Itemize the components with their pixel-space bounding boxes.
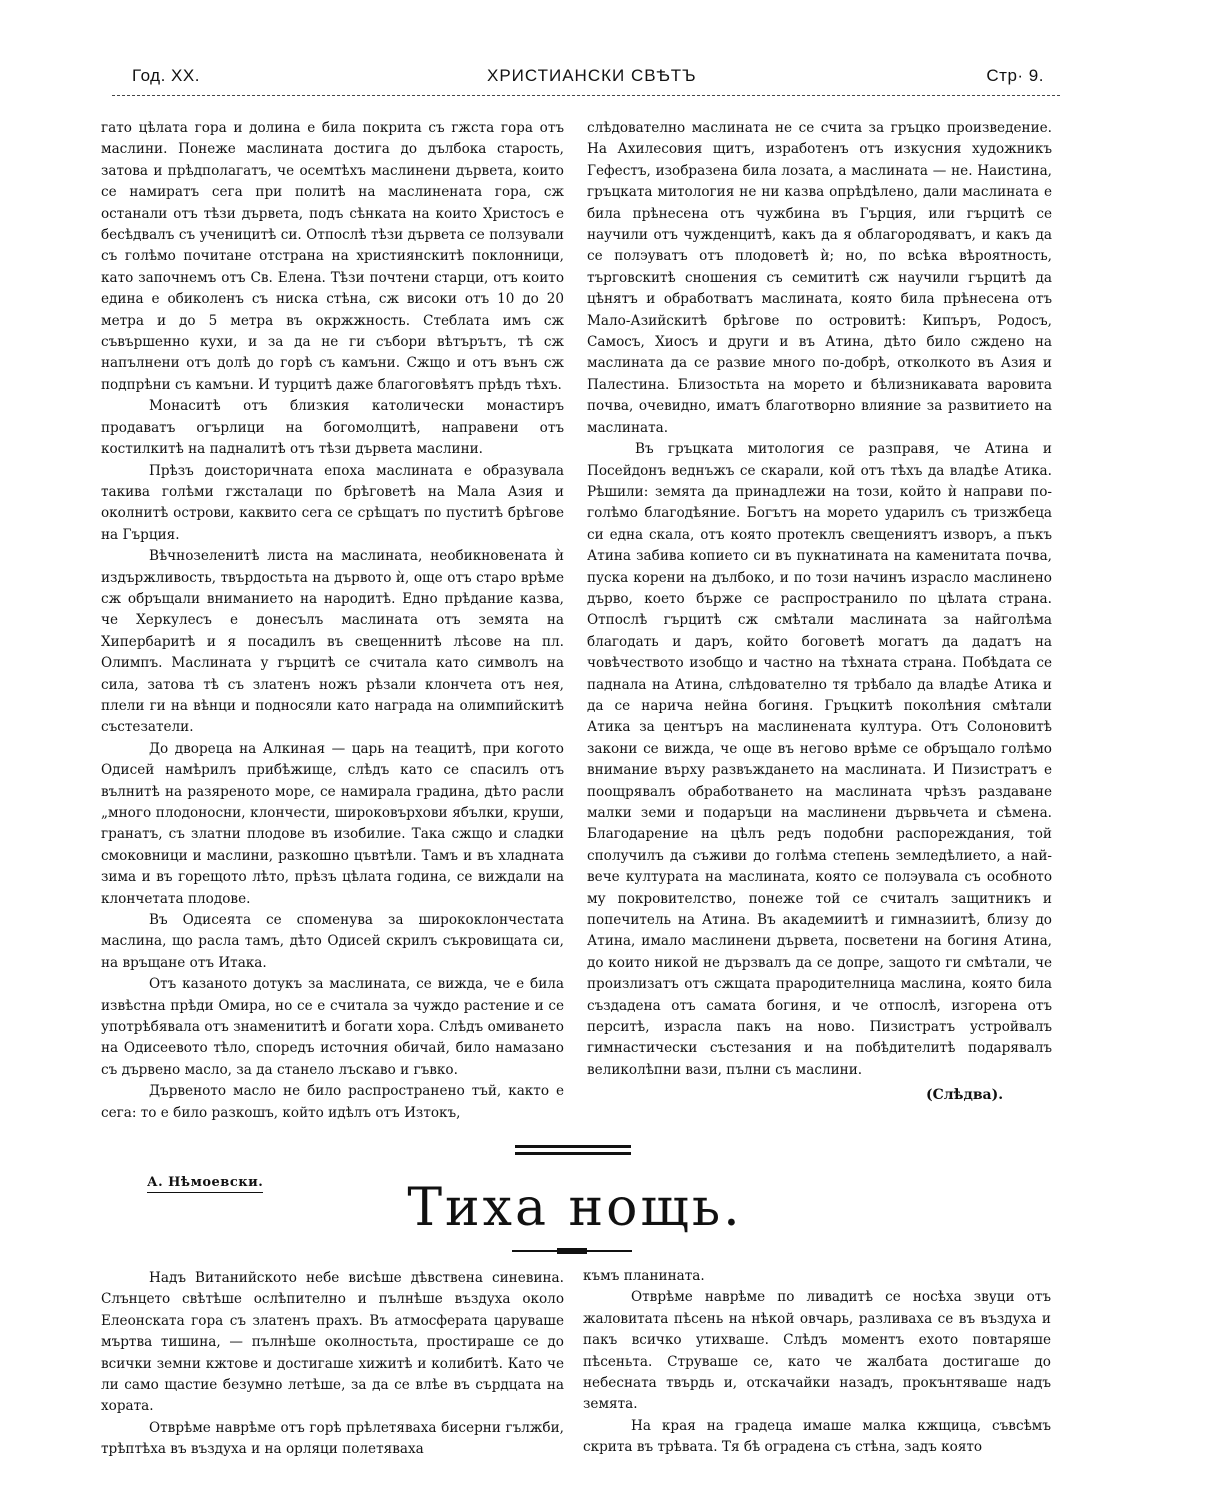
article1-right-column (587, 118, 1052, 1081)
paragraph: До двореца на Алкиная — царь на теацитѣ, при когото Одисей намѣрилъ прибѣжище, слѣдъ като се спасилъ отъ вълнитѣ на разяреното море, се намирала градина, дѣто расли „много плодоносни, клончести, широковърхови ябълки, круши, гранатъ, съ златни плодове въ изобилие. Така сжщо и сладки смоковници и маслини, разкошно цъвтѣли. Тамъ и въ хладната зима и въ горещото лѣто, прѣзъ цѣлата година, се виждали на клончетата плодове. (101, 740, 564, 907)
article1-left-column (101, 118, 564, 1124)
journal-title: ХРИСТИАНСКИ СВѢТЪ (487, 66, 697, 85)
paragraph: Прѣзъ доисторичната епоха маслината е образувала такива голѣми гжсталаци по брѣговетѣ на Мала Азия и околнитѣ острови, каквито сега се срѣщатъ по пуститѣ брѣгове на Гърция. (101, 462, 564, 543)
author-name: А. Нѣмоевски. (147, 1175, 263, 1193)
paragraph: Отврѣме наврѣме отъ горѣ прѣлетяваха бисерни гължби, трѣптѣха въ въздуха и на орляци полетяваха (101, 1419, 564, 1458)
paragraph: Въ гръцката митология се разправя, че Атина и Посейдонъ веднъжъ се скарали, кой отъ тѣхъ да владѣе Атика. Рѣшили: земята да принадлежи на този, който ѝ направи по-голѣмо благодѣяние. Богътъ на морето ударилъ съ тризжбеца си една скала, отъ която протеклъ свещениятъ изворъ, а пъкъ Атина забива копието си въ пукнатината на каменитата почва, пуска корени на дълбоко, и по този начинъ израсло маслинено дърво, което бърже се распространило по цѣлата страна. Отпослѣ гърцитѣ сж смѣтали маслината за найголѣма благодать и даръ, който боговетѣ могатъ да дадатъ на човѣчеството изобщо и частно на тѣхната страна. Побѣдата се паднала на Атина, слѣдователно тя трѣбало да владѣе Атика и да се нарича нейна богиня. Гръцкитѣ поколѣния смѣтали Атика за центъръ на маслинената култура. Отъ Солоновитѣ закони се вижда, че още въ негово врѣме се обръщало голѣмо внимание върху развъждането на маслината. И Пизиcтратъ е поощрявалъ обработването на маслината чрѣзъ раздаване малки земи и подаръци на маслинени дървьчета и сѣмена. Благодарение на цѣлъ редъ подобни распореждания, той сполучилъ да съживи до голѣма степень земледѣлието, а най-вече културата на маслината, която се полэувала съ особното му покровителство, понеже той се считалъ защитникъ и попечитель на Атина. Въ академиитѣ и гимназиитѣ, близу до Атина, имало маслинени дървета, посветени на богиня Атина, до които никой не дързвалъ да се допре, защото ги смѣтали, че произлизатъ отъ сжщата прародителница маслина, която била създадена отъ самата богиня, и че отпослѣ, изгорена отъ перситѣ, израсла пакъ на ново. Пизистратъ устройвалъ гимнастически състезания и на побѣдителитѣ подарявалъ великолѣпни вази, пълни съ маслини. (587, 441, 1052, 1078)
page-number: Стр· 9. (986, 66, 1044, 85)
continued-note: (Слѣдва). (926, 1087, 1004, 1103)
title-rule-ornament (557, 1248, 587, 1254)
paragraph: слѣдователно маслината не се счита за гръцко произведение. На Ахилесовия щитъ, изработенъ отъ изкусния художникъ Гефестъ, изобразена била лозата, а маслината — не. Наистина, гръцката митология не ни казва опрѣдѣлено, дали маслината е била прѣнесена отъ чужбина въ Гърция, или гърцитѣ се научили отъ чужденцитѣ, какъ да я облагородяватъ, и какъ да се полэуватъ отъ плодоветѣ ѝ; но, по всѣка вѣроятность, търговскитѣ сношения съ семититѣ сж научили гърцитѣ да цѣнятъ и обработватъ маслината, която била прѣнесена отъ Мало-Азийскитѣ брѣгове по островитѣ: Кипъръ, Родосъ, Самосъ, Хиосъ и други и въ Атина, дѣто било сждено на маслината да се развие много по-добрѣ, отколкото въ Азия и Палестина. Близостьта на морето и бѣлизникавата варовита почва, очевидно, иматъ благотворно влияние за развитието на маслината. (587, 120, 1052, 436)
running-head (112, 62, 1072, 92)
paragraph: Вѣчнозеленитѣ листа на маслината, необикновената ѝ издържливость, твърдостьта на дървото ѝ, още отъ старо врѣме сж обръщали вниманието на народитѣ. Едно прѣдание казва, че Херкулесъ е донесълъ маслината отъ земята на Хипербаритѣ и я посадилъ въ свещеннитѣ лѣсове на пл. Олимпъ. Маслината у гърцитѣ се считала като символъ на сила, затова тѣ съ златенъ ножъ рѣзали клончета отъ нея, плели ги на вѣнци и подносяли като награда на олимпийскитѣ състезатели. (101, 548, 564, 736)
paragraph: Дървеното масло не било распространено тъй, както е сега: то е било разкошъ, който идѣлъ отъ Изтокъ, (101, 1083, 564, 1121)
paragraph: Надъ Витанийското небе висѣше дѣвствена синевина. Слънцето свѣтѣше ослѣпително и пълнѣше въздуха около Елеонската гора съ златенъ прахъ. Въ атмосферата цаpуваше мъртва тишина, — пълнѣше околностьта, простираше се до всички земни кжтове и достигаше хижитѣ и колибитѣ. Като че ли само щастие безумно летѣше, за да се влѣе въ сърдцата на хората. (101, 1270, 564, 1415)
paragraph: Въ Одисеята се споменува за ширококлончестата маслина, що расла тамъ, дѣто Одисей скрилъ съкровищата си, на връщане отъ Итака. (101, 912, 564, 971)
article-title: Тиха нощь. (407, 1178, 743, 1238)
section-divider (515, 1145, 631, 1155)
article2-left-column (101, 1268, 564, 1461)
paragraph: къмъ планината. (583, 1268, 705, 1284)
paragraph: Монаситѣ отъ близкия католически монастиръ продаватъ огърлици на богомолцитѣ, направени отъ костилкитѣ на падналитѣ отъ тѣзи дървета маслини. (101, 398, 564, 458)
paragraph: гато цѣлата гора и долина е била покрита съ гжста гора отъ маслини. Понеже маслината достига до дълбока старость, затова и прѣдполагатъ, че осемтѣхъ маслинени дървета, които се намиратъ сега при политѣ на маслинената гора, сж останали отъ тѣзи дървета, подъ сѣнката на които Христосъ е бесѣдвалъ съ ученицитѣ си. Отпослѣ тѣзи дървета се ползували съ голѣмо почитане отстрана на християнскитѣ поклонници, като започнемъ отъ Св. Елена. Тѣзи почтени старци, отъ които едина е обиколенъ съ ниска стѣна, сж високи отъ 10 до 20 метра и до 5 метра въ окржжность. Стеблата имъ сж съвършенно кухи, и за да не ги събори вѣтърътъ, тѣ сж напълнени отъ долѣ до горѣ съ камъни. Сжщо и отъ вънъ сж подпрѣни съ камъни. И турцитѣ даже благоговѣятъ прѣдъ тѣхъ. (101, 120, 564, 393)
paragraph: Отъ казаното дотукъ за маслината, се вижда, че е била извѣстна прѣди Омира, но се е считала за чуждо растение и се употрѣбявала отъ знаменититѣ и богати хора. Слѣдъ омиването на Одисеевото тѣло, споредъ источния обичай, било намазано съ дървено масло, за да станело лъскаво и гъвко. (101, 976, 564, 1078)
header-rule (112, 95, 1060, 96)
paragraph: Отврѣме наврѣме по ливадитѣ се носѣха звуци отъ жаловитата пѣсень на нѣкой овчарь, разливаха се въ въздуха и пакъ всичко утихваше. Слѣдъ моментъ ехото повтаряше пѣсеньта. Струваше се, като че жалбата достигаше до небесната твърдь и, отскачайки назадъ, прокънтяваше надъ земята. (583, 1289, 1051, 1413)
article2-right-column (583, 1266, 1051, 1459)
paragraph: На края на градеца имаше малка кжщица, съвсѣмъ скрита въ трѣвата. Тя бѣ оградена съ стѣна, задъ която (583, 1417, 1051, 1456)
volume-label: Год. XX. (132, 66, 200, 85)
